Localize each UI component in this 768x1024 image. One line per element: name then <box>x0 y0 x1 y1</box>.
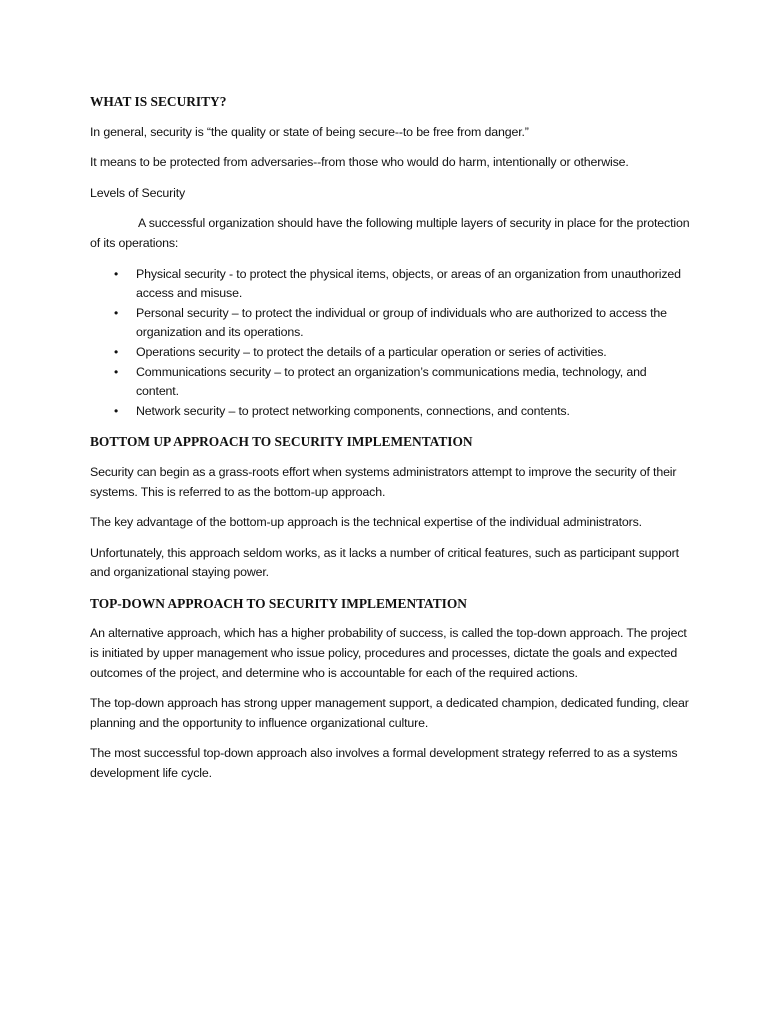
list-item-text: Network security – to protect networking components, connections, and contents. <box>136 403 570 418</box>
bullet-icon: • <box>114 403 119 418</box>
paragraph-alternative-approach: An alternative approach, which has a higher probability of success, is called the top-down approach. The project is initiated by upper management who issue policy, procedures and processes, dictate the goals and expected outcomes of the project, and determine who is accountable for each of the required actions. <box>90 626 687 680</box>
paragraph-security-definition: In general, security is “the quality or state of being secure--to be free from danger.” <box>90 124 529 139</box>
paragraph-grass-roots: Security can begin as a grass-roots effort when systems administrators attempt to improve the security of their systems. This is referred to as the bottom-up approach. <box>90 464 677 499</box>
paragraph-multiple-layers: A successful organization should have the following multiple layers of security in place for the protection of its operations: <box>90 216 690 250</box>
paragraph-seldom-works: Unfortunately, this approach seldom works, as it lacks a number of critical features, such as participant support and organizational staying power. <box>90 545 679 580</box>
list-item <box>90 402 690 422</box>
section-heading-bottom-up: BOTTOM UP APPROACH TO SECURITY IMPLEMENTATION <box>90 434 473 450</box>
document-page <box>90 92 690 795</box>
paragraph-strong-support: The top-down approach has strong upper management support, a dedicated champion, dedicated funding, clear planning and the opportunity to influence organizational culture. <box>90 696 689 730</box>
list-item <box>90 343 690 363</box>
list-item-text: Communications security – to protect an organization’s communications media, technology, and content. <box>136 364 647 399</box>
list-item-text: Personal security – to protect the individual or group of individuals who are authorized to access the organization and its operations. <box>136 305 667 340</box>
list-item-text: Operations security – to protect the details of a particular operation or series of activities. <box>136 344 607 359</box>
list-item-text: Physical security - to protect the physical items, objects, or areas of an organization from unauthorized access and misuse. <box>136 266 681 301</box>
section-heading-top-down: TOP-DOWN APPROACH TO SECURITY IMPLEMENTATION <box>90 595 467 611</box>
list-item <box>90 304 690 343</box>
bullet-icon: • <box>114 364 119 379</box>
section-heading-what-is-security: WHAT IS SECURITY? <box>90 94 227 109</box>
bullet-icon: • <box>114 344 119 359</box>
paragraph-key-advantage: The key advantage of the bottom-up approach is the technical expertise of the individual administrators. <box>90 515 642 530</box>
security-levels-list <box>90 265 690 422</box>
list-item <box>90 363 690 402</box>
subheading-levels-of-security: Levels of Security <box>90 185 186 200</box>
bullet-icon: • <box>114 266 119 281</box>
list-item <box>90 265 690 304</box>
bullet-icon: • <box>114 305 119 320</box>
paragraph-development-life-cycle: The most successful top-down approach also involves a formal development strategy referred to as a systems development life cycle. <box>90 746 678 781</box>
paragraph-protected-from-adversaries: It means to be protected from adversaries--from those who would do harm, intentionally or otherwise. <box>90 155 629 170</box>
